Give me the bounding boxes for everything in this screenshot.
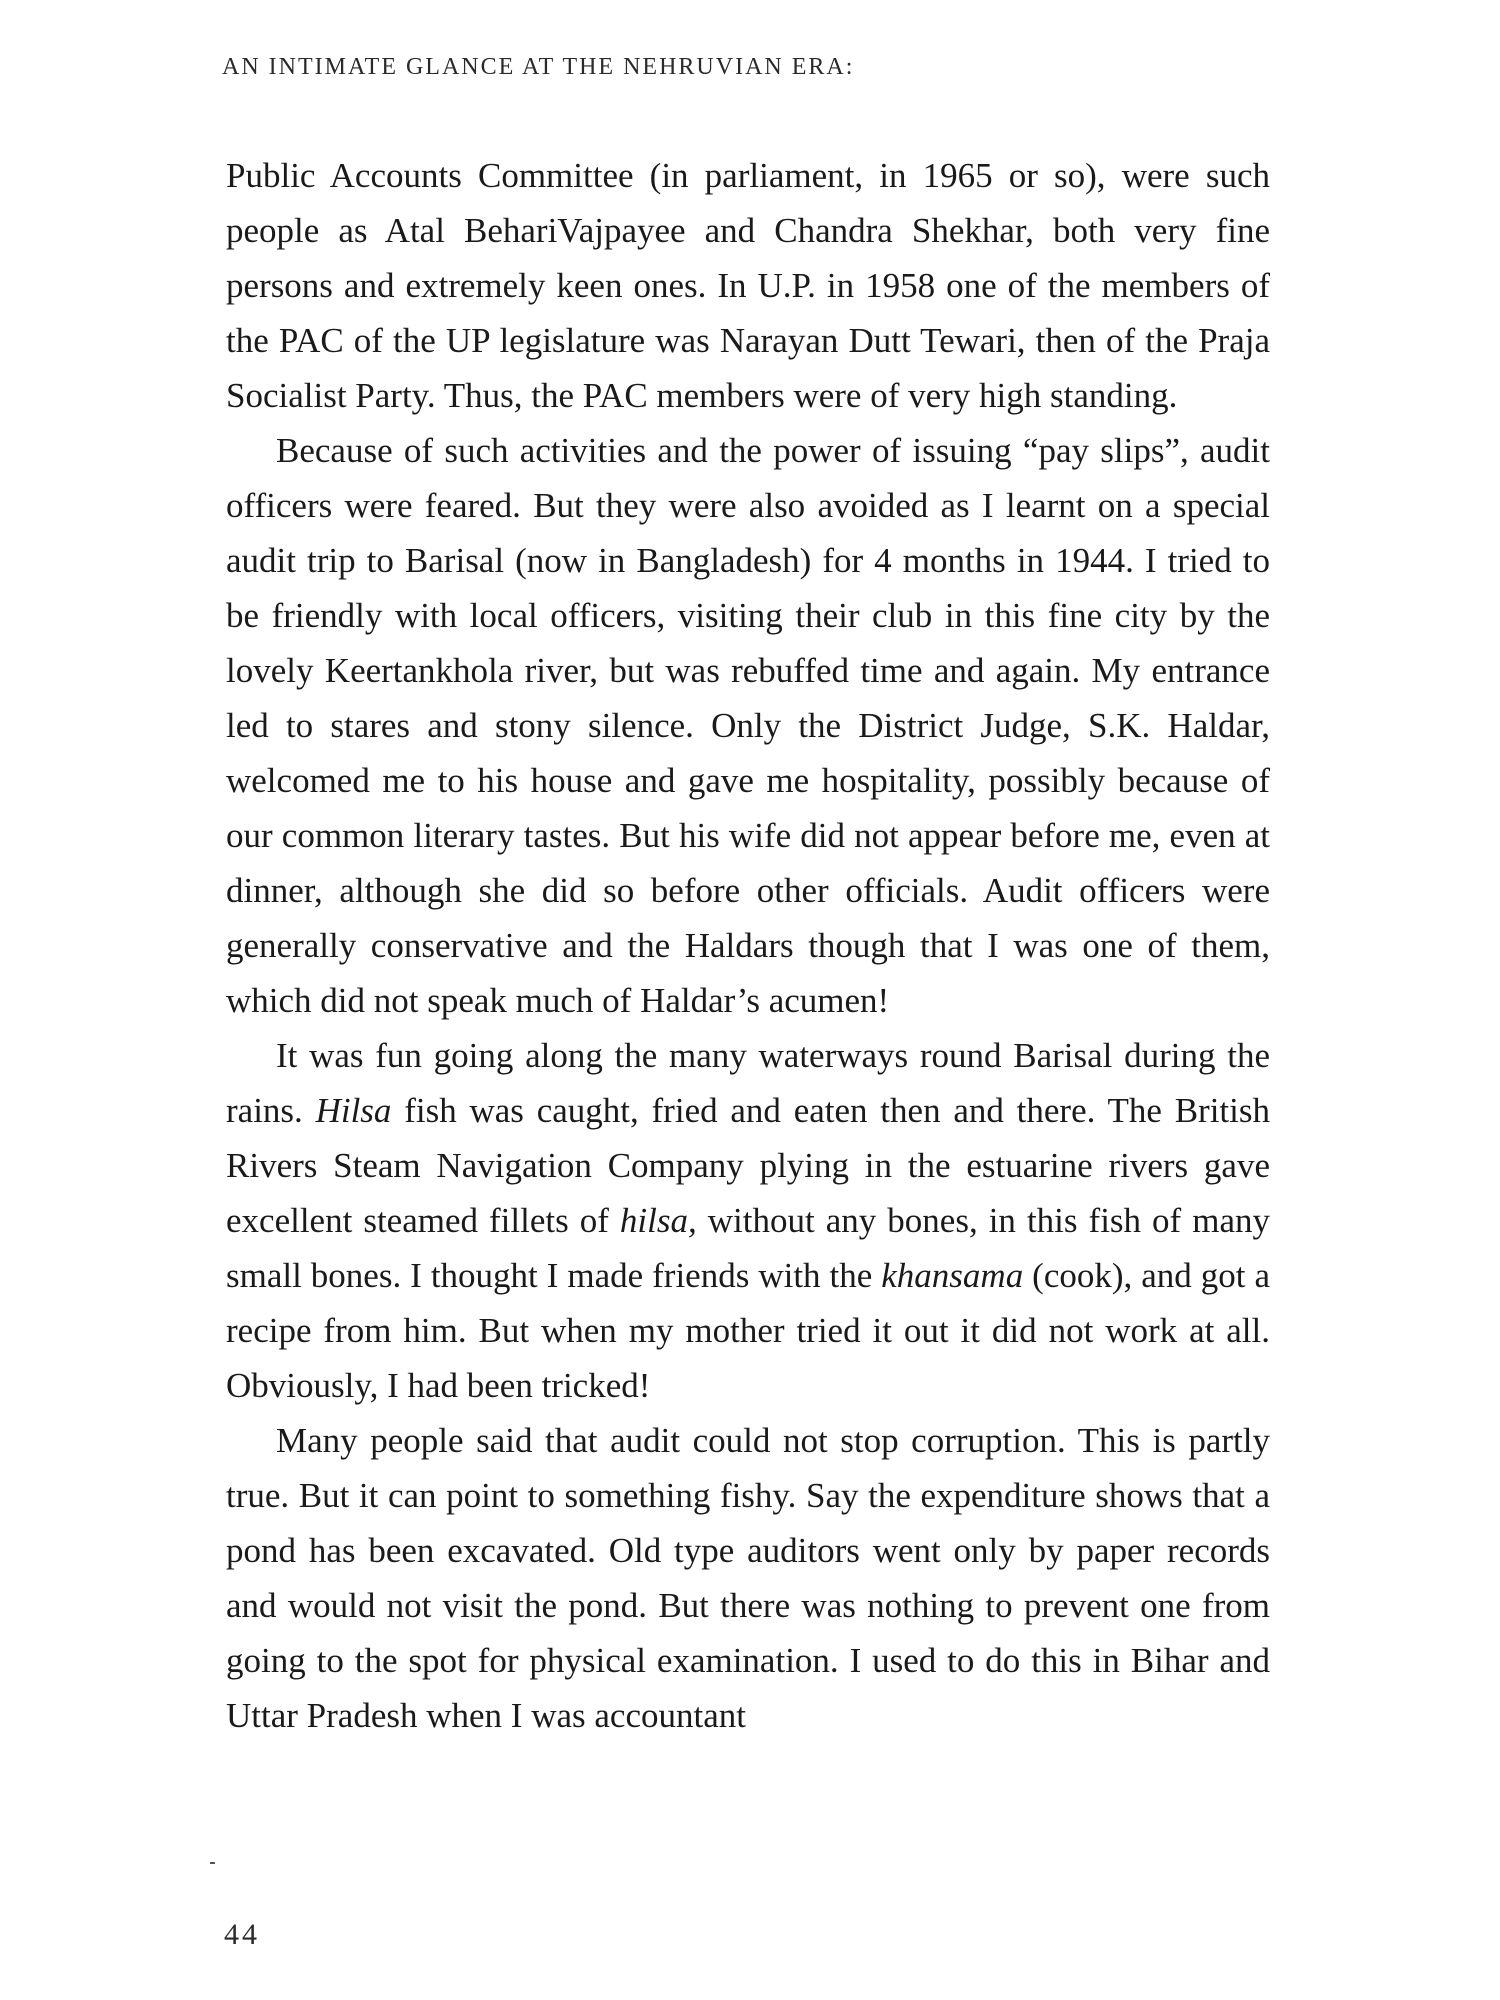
italic-term-hilsa: Hilsa xyxy=(315,1091,392,1130)
running-head: AN INTIMATE GLANCE AT THE NEHRUVIAN ERA: xyxy=(222,54,855,80)
paragraph-4-text: Many people said that audit could not stop corruption. This is partly true. But it can point to something fishy. Say the expenditure shows that a pond has been excavated. Old type auditors went only by paper records and would not visit the pond. But there was nothing to prevent one from going to the spot for physical examination. I used to do this in Bihar and Uttar Pradesh when I was accountant xyxy=(226,1421,1270,1735)
paragraph-1 xyxy=(226,148,1270,423)
body-text xyxy=(226,148,1270,1743)
paragraph-2-text: Because of such activities and the power of issuing “pay slips”, audit officers were feared. But they were also avoided as I learnt on a special audit trip to Barisal (now in Bangladesh) for 4 months in 1944. I tried to be friendly with local officers, visiting their club in this fine city by the lovely Keertankhola river, but was rebuffed time and again. My entrance led to stares and stony silence. Only the District Judge, S.K. Haldar, welcomed me to his house and gave me hospitality, possibly because of our common literary tastes. But his wife did not appear before me, even at dinner, although she did so before other officials. Audit officers were generally conservative and the Haldars though that I was one of them, which did not speak much of Haldar’s acumen! xyxy=(226,431,1270,1020)
paragraph-2 xyxy=(226,423,1270,1028)
margin-mark xyxy=(210,1862,215,1864)
page-number: 44 xyxy=(224,1918,260,1951)
paragraph-3-run: It was fun going along the many waterways round Barisal during the rains. xyxy=(226,1036,1270,1130)
paragraph-3-run: (cook), and got a recipe from him. But when my mother tried it out it did not work at all. Obviously, I had been tricked! xyxy=(226,1256,1271,1405)
paragraph-3 xyxy=(226,1028,1270,1413)
paragraph-3-run: without any bones, in this fish of many small bones. I thought I made friends with the xyxy=(226,1201,1270,1295)
paragraph-4 xyxy=(226,1413,1270,1743)
italic-term-khansama: khansama xyxy=(881,1256,1024,1295)
paragraph-3-run: fish was caught, fried and eaten then and there. The British Rivers Steam Navigation Company plying in the estuarine rivers gave excellent steamed fillets of xyxy=(226,1091,1270,1240)
paragraph-1-text: Public Accounts Committee (in parliament, in 1965 or so), were such people as Atal BehariVajpayee and Chandra Shekhar, both very fine persons and extremely keen ones. In U.P. in 1958 one of the members of the PAC of the UP legislature was Narayan Dutt Tewari, then of the Praja Socialist Party. Thus, the PAC members were of very high standing. xyxy=(226,156,1270,415)
italic-term-hilsa-lower: hilsa, xyxy=(619,1201,697,1240)
